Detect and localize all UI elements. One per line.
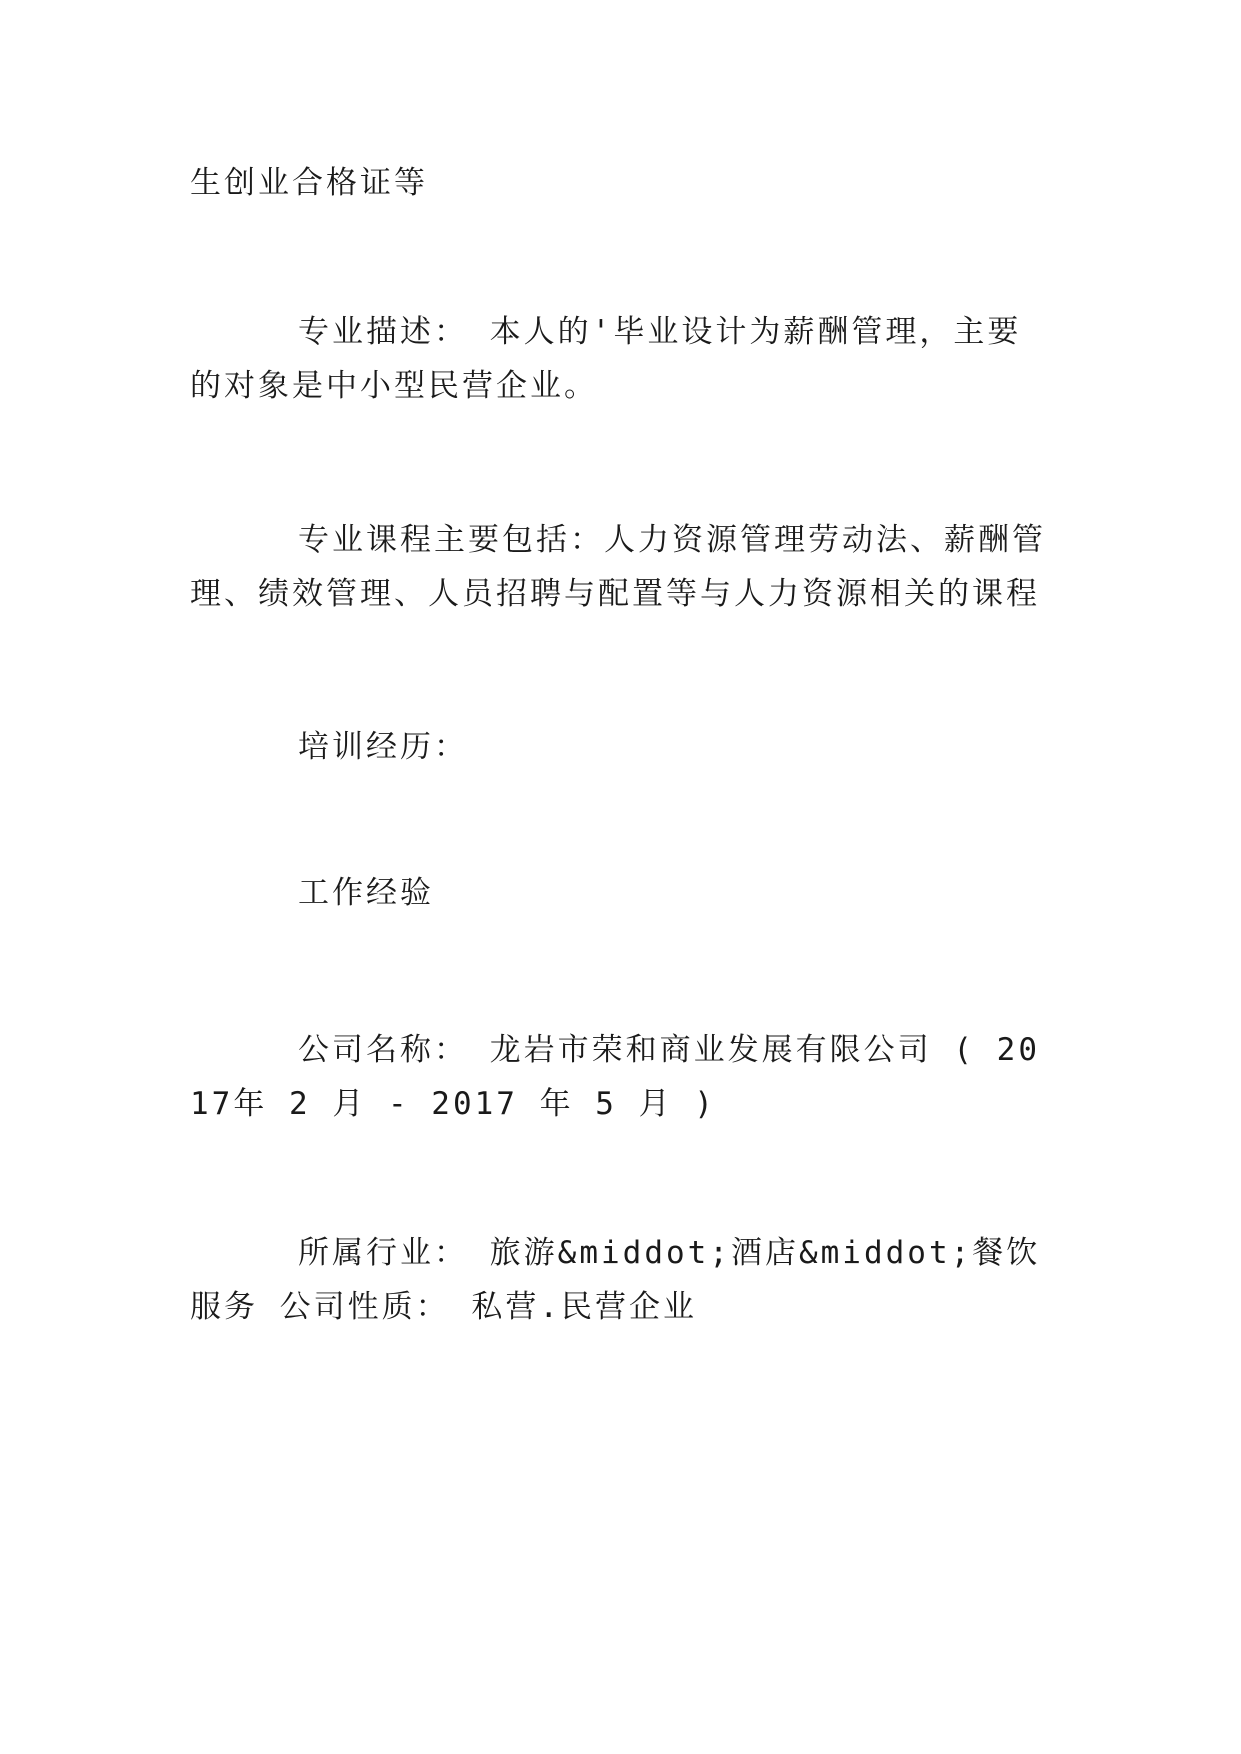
- paragraph-industry: 所属行业： 旅游&middot;酒店&middot;餐饮服务 公司性质： 私营.民营企业: [190, 1235, 1041, 1325]
- paragraph-company-name: 公司名称： 龙岩市荣和商业发展有限公司 ( 2017年 2 月 - 2017 年 5 月 ): [190, 1032, 1040, 1122]
- paragraph-certificate: 生创业合格证等: [190, 165, 428, 201]
- paragraph-major-courses: 专业课程主要包括：人力资源管理劳动法、薪酬管理、绩效管理、人员招聘与配置等与人力资源相关的课程: [190, 522, 1046, 612]
- paragraph-training-heading: 培训经历：: [298, 729, 468, 765]
- paragraph-major-description: 专业描述： 本人的'毕业设计为薪酬管理，主要的对象是中小型民营企业。: [190, 314, 1022, 404]
- paragraph-work-experience-heading: 工作经验: [298, 875, 434, 911]
